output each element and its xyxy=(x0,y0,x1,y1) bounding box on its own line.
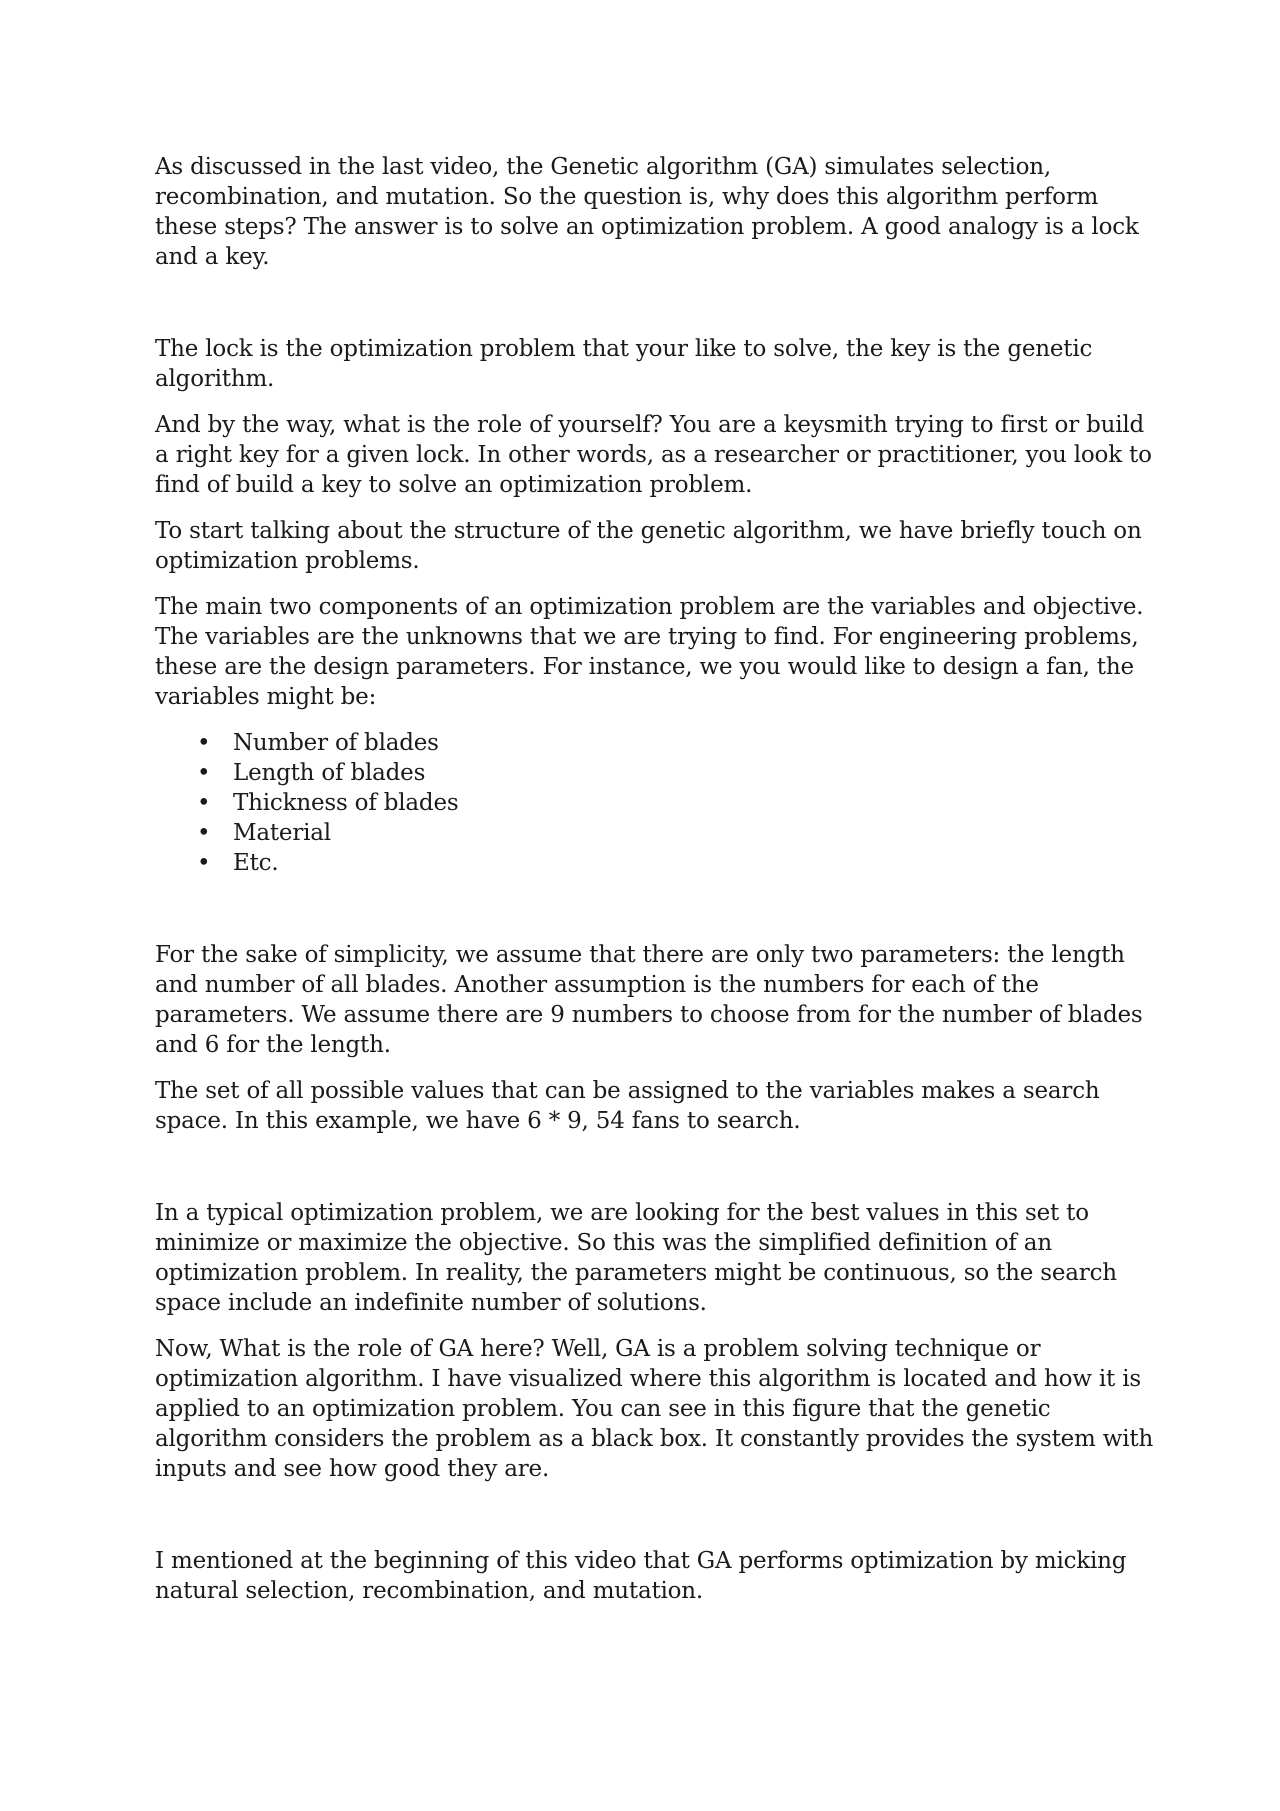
list-item: • Thickness of blades xyxy=(197,790,459,816)
bullet-icon: • xyxy=(197,820,211,846)
paragraph-role-of-ga: Now, What is the role of GA here? Well, GA is a problem solving technique or optimization algorithm. I have visualized where this algorithm is located and how it is applied to an optimization problem. You can see in this figure that the genetic algorithm considers the problem as a black box. It constantly provides the system with inputs and see how good they are. xyxy=(155,1336,1154,1482)
bullet-icon: • xyxy=(197,790,211,816)
list-item: • Etc. xyxy=(197,850,279,876)
paragraph-typical-problem: In a typical optimization problem, we are looking for the best values in this set to minimize or maximize the objective. So this was the simplified definition of an optimization problem. In reality, the parameters might be continuous, so the search space include an indefinite number of solutions. xyxy=(155,1200,1117,1316)
bullet-icon: • xyxy=(197,760,211,786)
bullet-icon: • xyxy=(197,730,211,756)
paragraph-lock-key: The lock is the optimization problem that your like to solve, the key is the genetic algorithm. xyxy=(155,336,1093,392)
paragraph-intro: As discussed in the last video, the Genetic algorithm (GA) simulates selection, recombination, and mutation. So the question is, why does this algorithm perform these steps? The answer is to solve an optimization problem. A good analogy is a lock and a key. xyxy=(155,154,1139,270)
paragraph-conclusion: I mentioned at the beginning of this video that GA performs optimization by micking natural selection, recombination, and mutation. xyxy=(155,1548,1127,1604)
paragraph-structure: To start talking about the structure of the genetic algorithm, we have briefly touch on optimization problems. xyxy=(155,518,1142,574)
document-body xyxy=(155,152,1155,1606)
paragraph-role: And by the way, what is the role of yourself? You are a keysmith trying to first or build a right key for a given lock. In other words, as a researcher or practitioner, you look to find of build a key to solve an optimization problem. xyxy=(155,412,1152,498)
list-item: • Length of blades xyxy=(197,760,426,786)
list-item: • Material xyxy=(197,820,331,846)
paragraph-search-space: The set of all possible values that can be assigned to the variables makes a search space. In this example, we have 6 * 9, 54 fans to search. xyxy=(155,1078,1100,1134)
bullet-icon: • xyxy=(197,850,211,876)
paragraph-simplicity: For the sake of simplicity, we assume that there are only two parameters: the length and number of all blades. Another assumption is the numbers for each of the parameters. We assume there are 9 numbers to choose from for the number of blades and 6 for the length. xyxy=(155,942,1143,1058)
variables-list xyxy=(155,728,1155,878)
paragraph-components: The main two components of an optimization problem are the variables and objective. The variables are the unknowns that we are trying to find. For engineering problems, these are the design parameters. For instance, we you would like to design a fan, the variables might be: xyxy=(155,594,1144,710)
list-item: • Number of blades xyxy=(197,730,439,756)
